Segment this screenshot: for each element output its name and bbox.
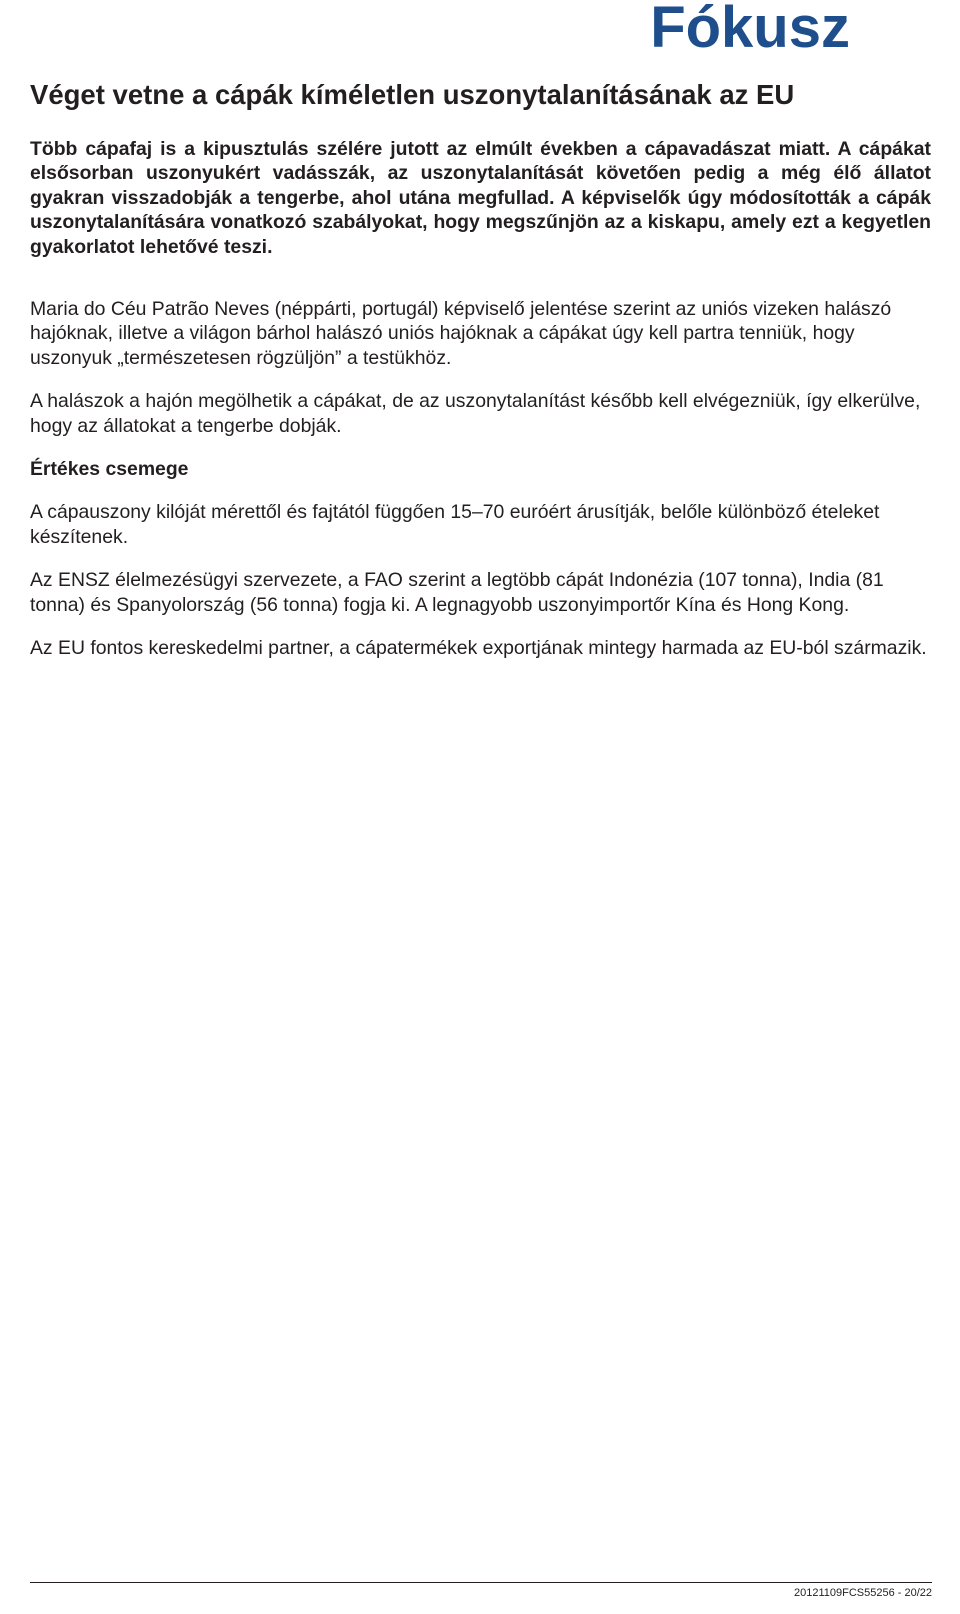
article-subheading: Értékes csemege — [30, 458, 189, 481]
footer-reference: 20121109FCS55256 - 20/22 — [793, 1587, 932, 1599]
body-paragraph: Az ENSZ élelmezésügyi szervezete, a FAO szerint a legtöbb cápát Indonézia (107 tonna), India (81 tonna) és Spanyolország (56 tonna) fogja ki. A legnagyobb uszonyimportőr Kína és Hong Kong. — [30, 569, 884, 616]
body-paragraph: A halászok a hajón megölhetik a cápákat, de az uszonytalanítást később kell elvégezniük, így elkerülve, hogy az állatokat a tengerbe dobják. — [30, 390, 921, 437]
article-lead: Több cápafaj is a kipusztulás szélére jutott az elmúlt években a cápavadászat miatt. A cápákat elsősorban uszonyukért vadásszák, az uszonytalanítását követően pedig a még élő állatot gyakran visszadobják a tengerbe, ahol utána megfullad. A képviselők úgy módosították a cápák uszonytalanítására vonatkozó szabályokat, hogy megszűnjön az a kiskapu, amely ezt a kegyetlen gyakorlatot lehetővé teszi. — [30, 138, 931, 258]
article-body — [30, 297, 931, 679]
body-paragraph: Az EU fontos kereskedelmi partner, a cápatermékek exportjának mintegy harmada az EU-ból származik. — [30, 637, 927, 660]
body-paragraph: Maria do Céu Patrão Neves (néppárti, portugál) képviselő jelentése szerint az uniós vizeken halászó hajóknak, illetve a világon bárhol halászó uniós hajóknak a cápákat úgy kell partra tenniük, hogy uszonyuk „természetesen rögzüljön” a testükhöz. — [30, 298, 892, 369]
footer-divider — [30, 1582, 932, 1583]
section-label: Fókusz — [650, 0, 850, 60]
body-paragraph: A cápauszony kilóját mérettől és fajtától függően 15–70 euróért árusítják, belőle különböző ételeket készítenek. — [30, 501, 880, 548]
article-headline: Véget vetne a cápák kíméletlen uszonytalanításának az EU — [30, 79, 795, 110]
